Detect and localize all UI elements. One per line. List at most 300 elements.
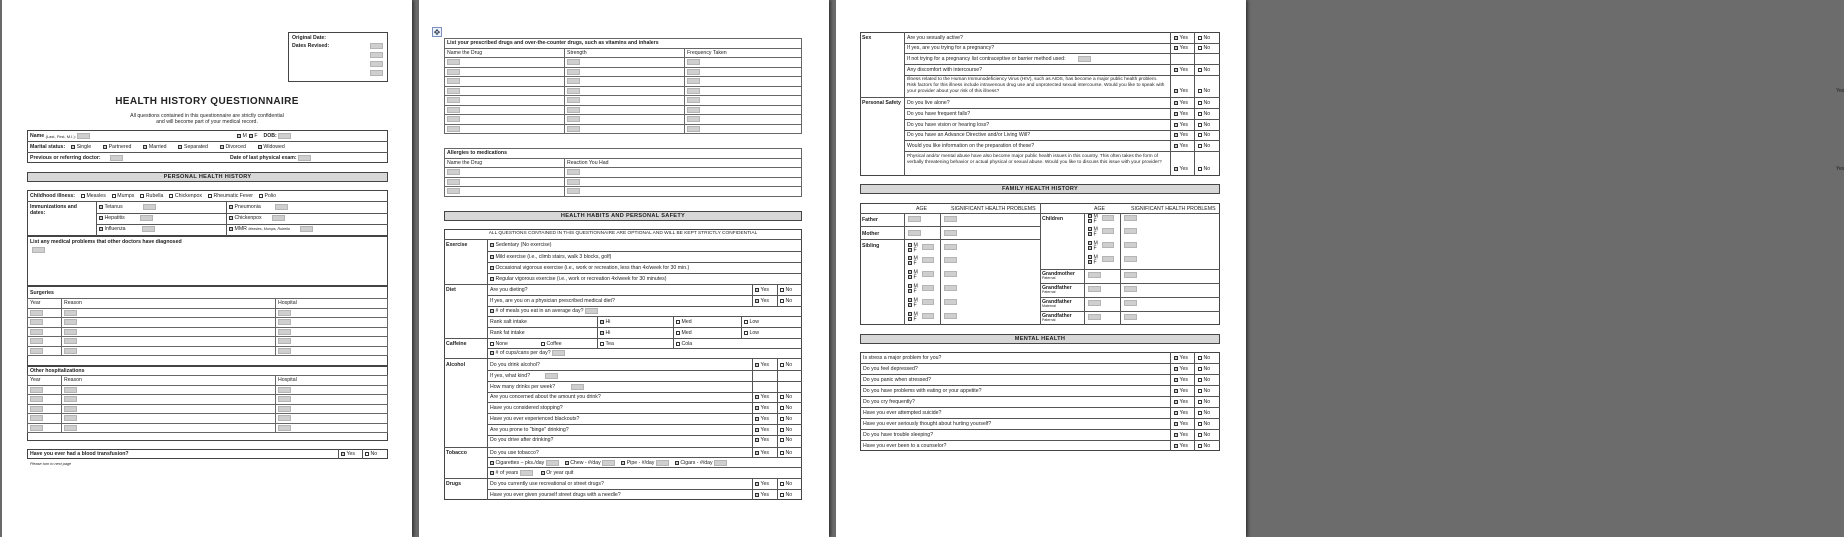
child-age[interactable]: [1102, 256, 1114, 262]
immun-date[interactable]: [142, 226, 155, 232]
m-label: M: [913, 269, 918, 276]
reason-field[interactable]: [64, 415, 77, 421]
strength-field[interactable]: [567, 126, 580, 132]
fat-low-checkbox[interactable]: [744, 331, 748, 335]
no-checkbox[interactable]: [780, 438, 784, 442]
immun-date[interactable]: [140, 215, 153, 221]
strength-field[interactable]: [567, 78, 580, 84]
hospital-field[interactable]: [278, 338, 291, 344]
cigars-checkbox[interactable]: [675, 461, 679, 465]
grandmother-age[interactable]: [1088, 272, 1101, 278]
name-field[interactable]: [77, 133, 90, 139]
no-checkbox[interactable]: [780, 493, 784, 497]
reason-field[interactable]: [64, 310, 77, 316]
family-history-header: FAMILY HEALTH HISTORY: [860, 184, 1220, 194]
f-checkbox[interactable]: [908, 248, 912, 252]
no-checkbox[interactable]: [365, 452, 369, 456]
col-reaction: Reaction You Had: [565, 158, 802, 168]
child-problems[interactable]: [1124, 256, 1137, 262]
strength-field[interactable]: [567, 88, 580, 94]
hospital-field[interactable]: [278, 396, 291, 402]
years-checkbox[interactable]: [490, 471, 494, 475]
paternal-label: Paternal: [1042, 290, 1056, 294]
father-problems[interactable]: [944, 216, 957, 222]
grandfather-problems[interactable]: [1124, 300, 1137, 306]
frequency-field[interactable]: [687, 97, 700, 103]
reason-field[interactable]: [64, 329, 77, 335]
yes-checkbox[interactable]: [1174, 444, 1178, 448]
tobacco-field[interactable]: [714, 460, 727, 466]
immun-label: Pneumonia: [234, 204, 261, 210]
childhood-checkbox[interactable]: [81, 194, 85, 198]
year-field[interactable]: [30, 415, 43, 421]
immun-checkbox[interactable]: [99, 216, 103, 220]
grandmother-problems[interactable]: [1124, 272, 1137, 278]
hospital-field[interactable]: [278, 348, 291, 354]
immun-date[interactable]: [300, 226, 313, 232]
immun-checkbox[interactable]: [99, 227, 103, 231]
caffeine-coffee: [539, 341, 562, 347]
yes-checkbox[interactable]: [755, 363, 759, 367]
f-checkbox[interactable]: [1088, 246, 1092, 250]
grandfather-age[interactable]: [1088, 300, 1101, 306]
yes-checkbox[interactable]: [755, 299, 759, 303]
yes-option: [1172, 143, 1188, 149]
drug-field[interactable]: [447, 97, 460, 103]
drug-question: Have you ever given yourself street drugs with a needle?: [490, 492, 621, 498]
salt-low-checkbox[interactable]: [744, 320, 748, 324]
grandfather-age[interactable]: [1088, 286, 1101, 292]
frequency-field[interactable]: [687, 107, 700, 113]
mother-problems[interactable]: [944, 230, 957, 236]
yes-label: Yes: [1179, 377, 1188, 383]
yes-checkbox[interactable]: [755, 395, 759, 399]
chew-checkbox[interactable]: [565, 461, 569, 465]
immun-label: Tetanus: [104, 204, 123, 210]
caffeine-checkbox[interactable]: [676, 342, 680, 346]
yes-checkbox[interactable]: [1174, 123, 1178, 127]
m-checkbox[interactable]: [1088, 214, 1092, 218]
optional-note: ALL QUESTIONS CONTAINED IN THIS QUESTIONNAIRE ARE OPTIONAL AND WILL BE KEPT STRICTLY CONFIDENTIAL: [488, 231, 758, 236]
immun-date[interactable]: [272, 215, 285, 221]
strength-field[interactable]: [567, 116, 580, 122]
yes-option: [1172, 67, 1188, 73]
sibling-problems[interactable]: [944, 257, 957, 263]
yes-checkbox[interactable]: [1174, 400, 1178, 404]
year-field[interactable]: [30, 396, 43, 402]
immun-date[interactable]: [143, 204, 156, 210]
yes-checkbox[interactable]: [1174, 433, 1178, 437]
drug-field[interactable]: [447, 59, 460, 65]
hospital-field[interactable]: [278, 425, 291, 431]
fat-med-checkbox[interactable]: [676, 331, 680, 335]
child-age[interactable]: [1102, 215, 1114, 221]
immun-checkbox[interactable]: [229, 205, 233, 209]
m-label: M: [913, 255, 918, 262]
year-field[interactable]: [30, 329, 43, 335]
no-checkbox[interactable]: [780, 428, 784, 432]
revised-field[interactable]: [370, 61, 383, 67]
sibling-age[interactable]: [922, 244, 934, 250]
drug-field[interactable]: [447, 88, 460, 94]
no-checkbox[interactable]: [780, 395, 784, 399]
yes-checkbox[interactable]: [1174, 112, 1178, 116]
reason-field[interactable]: [64, 387, 77, 393]
strength-field[interactable]: [567, 97, 580, 103]
frequency-field[interactable]: [687, 126, 700, 132]
caffeine-checkbox[interactable]: [541, 342, 545, 346]
frequency-field[interactable]: [687, 88, 700, 94]
allergy-drug-field[interactable]: [447, 179, 460, 185]
immun-checkbox[interactable]: [99, 205, 103, 209]
no-checkbox[interactable]: [1198, 356, 1202, 360]
tobacco-field[interactable]: [656, 460, 669, 466]
fat-hi-checkbox[interactable]: [600, 331, 604, 335]
no-checkbox[interactable]: [780, 363, 784, 367]
last-exam-label: Date of last physical exam:: [230, 155, 297, 161]
grandfather-problems[interactable]: [1124, 286, 1137, 292]
year-field[interactable]: [30, 348, 43, 354]
caffeine-text: Tea: [605, 341, 614, 347]
exercise-checkbox[interactable]: [490, 255, 494, 259]
f-checkbox[interactable]: [908, 317, 912, 321]
m-checkbox[interactable]: [1088, 241, 1092, 245]
no-checkbox[interactable]: [1198, 112, 1202, 116]
f-checkbox[interactable]: [1088, 232, 1092, 236]
caffeine-text: None: [495, 341, 508, 347]
no-checkbox[interactable]: [780, 417, 784, 421]
child-problems[interactable]: [1124, 228, 1137, 234]
no-checkbox[interactable]: [1198, 144, 1202, 148]
immun-left-1: [97, 204, 156, 210]
immun-checkbox[interactable]: [229, 216, 233, 220]
childhood-checkbox[interactable]: [259, 194, 263, 198]
no-checkbox[interactable]: [780, 451, 784, 455]
yes-option: [1172, 388, 1188, 394]
father-label: Father: [862, 217, 878, 223]
no-checkbox[interactable]: [1198, 167, 1202, 171]
prev-doctor-field[interactable]: [110, 155, 123, 161]
sibling-age[interactable]: [922, 285, 934, 291]
diet-question: If yes, are you on a physician prescribed medical diet?: [490, 298, 615, 304]
drug-field[interactable]: [447, 126, 460, 132]
reaction-field[interactable]: [567, 188, 580, 194]
exercise-checkbox[interactable]: [490, 277, 494, 281]
frequency-field[interactable]: [687, 116, 700, 122]
childhood-checkbox[interactable]: [112, 194, 116, 198]
female-checkbox[interactable]: [249, 134, 253, 138]
no-checkbox[interactable]: [780, 288, 784, 292]
no-checkbox[interactable]: [1198, 133, 1202, 137]
reason-field[interactable]: [64, 319, 77, 325]
sibling-age[interactable]: [922, 271, 934, 277]
caffeine-checkbox[interactable]: [490, 342, 494, 346]
yes-option: [1172, 132, 1188, 138]
quit-checkbox[interactable]: [541, 471, 545, 475]
hospital-field[interactable]: [278, 415, 291, 421]
childhood-option: Rubella: [145, 193, 164, 199]
exam-row: [230, 155, 311, 161]
yes-checkbox[interactable]: [1174, 133, 1178, 137]
year-field[interactable]: [30, 319, 43, 325]
sibling-problems[interactable]: [944, 299, 957, 305]
m-checkbox[interactable]: [908, 256, 912, 260]
salt-med-checkbox[interactable]: [676, 320, 680, 324]
strength-field[interactable]: [567, 107, 580, 113]
f-checkbox[interactable]: [908, 289, 912, 293]
no-checkbox[interactable]: [1198, 68, 1202, 72]
caffeine-none: [488, 341, 508, 347]
yes-checkbox[interactable]: [1174, 411, 1178, 415]
drug-field[interactable]: [447, 78, 460, 84]
sibling-problems[interactable]: [944, 313, 957, 319]
cups-field[interactable]: [552, 350, 565, 356]
yes-checkbox[interactable]: [755, 482, 759, 486]
child-problems[interactable]: [1124, 242, 1137, 248]
childhood-checkbox[interactable]: [169, 194, 173, 198]
drugs-header: List your prescribed drugs and over-the-counter drugs, such as vitamins and inhalers: [445, 39, 802, 49]
childhood-option: Mumps: [117, 193, 135, 199]
alcohol-kind-field[interactable]: [545, 373, 558, 379]
marital-checkbox[interactable]: [258, 145, 262, 149]
m-checkbox[interactable]: [908, 243, 912, 247]
move-handle-icon[interactable]: ✥: [433, 28, 441, 37]
yes-checkbox[interactable]: [755, 438, 759, 442]
m-checkbox[interactable]: [1088, 227, 1092, 231]
yes-checkbox[interactable]: [1174, 89, 1178, 93]
hospital-field[interactable]: [278, 319, 291, 325]
yes-checkbox[interactable]: [1174, 101, 1178, 105]
cigarettes-checkbox[interactable]: [490, 461, 494, 465]
f-checkbox[interactable]: [908, 303, 912, 307]
immun-date[interactable]: [275, 204, 288, 210]
exercise-checkbox[interactable]: [490, 243, 494, 247]
transfusion-no: [363, 451, 377, 457]
no-option: [778, 298, 792, 304]
yes-label: Yes: [1179, 366, 1188, 372]
last-exam-field[interactable]: [298, 155, 311, 161]
yes-checkbox[interactable]: [755, 451, 759, 455]
sibling-gender: [906, 284, 918, 295]
m-label: M: [913, 311, 918, 318]
grandfather-age[interactable]: [1088, 314, 1101, 320]
year-field[interactable]: [30, 406, 43, 412]
m-checkbox[interactable]: [908, 270, 912, 274]
reason-field[interactable]: [64, 396, 77, 402]
yes-checkbox[interactable]: [1174, 144, 1178, 148]
drug-field[interactable]: [447, 69, 460, 75]
low-label: Low: [749, 330, 760, 336]
marital-checkbox[interactable]: [103, 145, 107, 149]
child-age[interactable]: [1102, 242, 1114, 248]
no-checkbox[interactable]: [1198, 123, 1202, 127]
f-checkbox[interactable]: [908, 261, 912, 265]
no-checkbox[interactable]: [780, 406, 784, 410]
cups-checkbox[interactable]: [490, 351, 494, 355]
drug-field[interactable]: [447, 116, 460, 122]
year-field[interactable]: [30, 338, 43, 344]
yes-checkbox[interactable]: [755, 493, 759, 497]
no-checkbox[interactable]: [1198, 433, 1202, 437]
no-checkbox[interactable]: [1198, 422, 1202, 426]
yes-checkbox[interactable]: [755, 417, 759, 421]
yes-option: [1172, 100, 1188, 106]
male-checkbox[interactable]: [237, 134, 241, 138]
yes-checkbox[interactable]: [755, 428, 759, 432]
contraceptive-field[interactable]: [1078, 56, 1091, 62]
frequency-field[interactable]: [687, 59, 700, 65]
f-label: F: [1093, 218, 1097, 225]
mental-health-header: MENTAL HEALTH: [860, 334, 1220, 344]
years-field[interactable]: [520, 470, 533, 476]
allergies-header: Allergies to medications: [445, 149, 802, 159]
pipe-checkbox[interactable]: [621, 461, 625, 465]
immun-left-2: [97, 215, 153, 221]
no-checkbox[interactable]: [1198, 367, 1202, 371]
revised-field[interactable]: [370, 70, 383, 76]
f-checkbox[interactable]: [1088, 260, 1092, 264]
meals-checkbox[interactable]: [490, 309, 494, 313]
m-checkbox[interactable]: [908, 284, 912, 288]
mother-age[interactable]: [908, 230, 921, 236]
revised-field[interactable]: [370, 43, 383, 49]
allergy-drug-field[interactable]: [447, 188, 460, 194]
reason-field[interactable]: [64, 338, 77, 344]
hospital-field[interactable]: [278, 406, 291, 412]
hospital-field[interactable]: [278, 329, 291, 335]
sibling-problems[interactable]: [944, 271, 957, 277]
no-checkbox[interactable]: [1198, 101, 1202, 105]
reaction-field[interactable]: [567, 169, 580, 175]
tobacco-label: Tobacco: [446, 450, 467, 456]
reason-field[interactable]: [64, 348, 77, 354]
marital-checkbox[interactable]: [71, 145, 75, 149]
f-checkbox[interactable]: [1088, 219, 1092, 223]
m-label: M: [913, 283, 918, 290]
sibling-age[interactable]: [922, 313, 934, 319]
hospital-field[interactable]: [278, 310, 291, 316]
no-checkbox[interactable]: [780, 299, 784, 303]
yes-checkbox[interactable]: [1174, 367, 1178, 371]
sibling-gender: [906, 256, 918, 267]
no-checkbox[interactable]: [1198, 36, 1202, 40]
strength-field[interactable]: [567, 59, 580, 65]
childhood-checkbox[interactable]: [140, 194, 144, 198]
marital-checkbox[interactable]: [220, 145, 224, 149]
marital-checkbox[interactable]: [143, 145, 147, 149]
yes-checkbox[interactable]: [1174, 36, 1178, 40]
salt-med: [674, 319, 692, 325]
transfusion-yes: [339, 451, 355, 457]
revised-field[interactable]: [370, 52, 383, 58]
no-label: No: [785, 287, 793, 293]
f-checkbox[interactable]: [908, 275, 912, 279]
no-checkbox[interactable]: [1198, 411, 1202, 415]
father-age[interactable]: [908, 216, 921, 222]
yes-checkbox[interactable]: [1174, 46, 1178, 50]
question-text: Do you cry frequently?: [863, 399, 915, 405]
grandfather-problems[interactable]: [1124, 314, 1137, 320]
no-option: [1196, 388, 1210, 394]
yes-checkbox[interactable]: [1174, 422, 1178, 426]
yes-checkbox[interactable]: [1174, 378, 1178, 382]
child-problems[interactable]: [1124, 215, 1137, 221]
yes-checkbox[interactable]: [1174, 389, 1178, 393]
no-checkbox[interactable]: [1198, 46, 1202, 50]
f-label: F: [913, 288, 917, 295]
no-checkbox[interactable]: [1198, 444, 1202, 448]
problems-field[interactable]: [32, 247, 45, 253]
strength-field[interactable]: [567, 69, 580, 75]
immun-checkbox[interactable]: [229, 227, 233, 231]
dob-field[interactable]: [278, 133, 291, 139]
year-field[interactable]: [30, 425, 43, 431]
hi-label: Hi: [605, 319, 611, 325]
children-label: Children: [1042, 216, 1064, 222]
yes-option: [753, 437, 769, 443]
year-field[interactable]: [30, 387, 43, 393]
reason-field[interactable]: [64, 425, 77, 431]
meals-field[interactable]: [585, 308, 598, 314]
no-checkbox[interactable]: [1198, 378, 1202, 382]
yes-checkbox[interactable]: [755, 288, 759, 292]
drinks-per-week-field[interactable]: [571, 384, 584, 390]
caffeine-checkbox[interactable]: [600, 342, 604, 346]
child-age[interactable]: [1102, 228, 1114, 234]
no-checkbox[interactable]: [1198, 89, 1202, 93]
hospital-field[interactable]: [278, 387, 291, 393]
tobacco-field[interactable]: [602, 460, 615, 466]
yes-checkbox[interactable]: [1174, 356, 1178, 360]
sibling-age[interactable]: [922, 257, 934, 263]
no-option: [1196, 443, 1210, 449]
frequency-field[interactable]: [687, 78, 700, 84]
yes-checkbox[interactable]: [755, 406, 759, 410]
salt-hi-checkbox[interactable]: [600, 320, 604, 324]
yes-option: [1172, 166, 1188, 172]
year-field[interactable]: [30, 310, 43, 316]
childhood-checkbox[interactable]: [208, 194, 212, 198]
yes-checkbox[interactable]: [341, 452, 345, 456]
sibling-age[interactable]: [922, 299, 934, 305]
marital-checkbox[interactable]: [178, 145, 182, 149]
m-label: M: [913, 242, 918, 249]
no-checkbox[interactable]: [780, 482, 784, 486]
exercise-checkbox[interactable]: [490, 266, 494, 270]
tobacco-field[interactable]: [546, 460, 559, 466]
prev-doctor-label: Previous or referring doctor:: [30, 155, 101, 161]
yes-label: Yes: [1179, 88, 1188, 94]
reason-field[interactable]: [64, 406, 77, 412]
no-label: No: [1203, 377, 1211, 383]
immun-label: Hepatitis: [104, 215, 125, 221]
drug-field[interactable]: [447, 107, 460, 113]
sibling-problems[interactable]: [944, 244, 957, 250]
sibling-problems[interactable]: [944, 285, 957, 291]
yes-label: Yes: [1179, 399, 1188, 405]
reaction-field[interactable]: [567, 179, 580, 185]
allergy-drug-field[interactable]: [447, 169, 460, 175]
no-checkbox[interactable]: [1198, 400, 1202, 404]
frequency-field[interactable]: [687, 69, 700, 75]
yes-option: [1172, 88, 1188, 94]
m-checkbox[interactable]: [1088, 255, 1092, 259]
yes-checkbox[interactable]: [1174, 68, 1178, 72]
m-checkbox[interactable]: [908, 312, 912, 316]
no-checkbox[interactable]: [1198, 389, 1202, 393]
yes-checkbox[interactable]: [1174, 167, 1178, 171]
m-checkbox[interactable]: [908, 298, 912, 302]
